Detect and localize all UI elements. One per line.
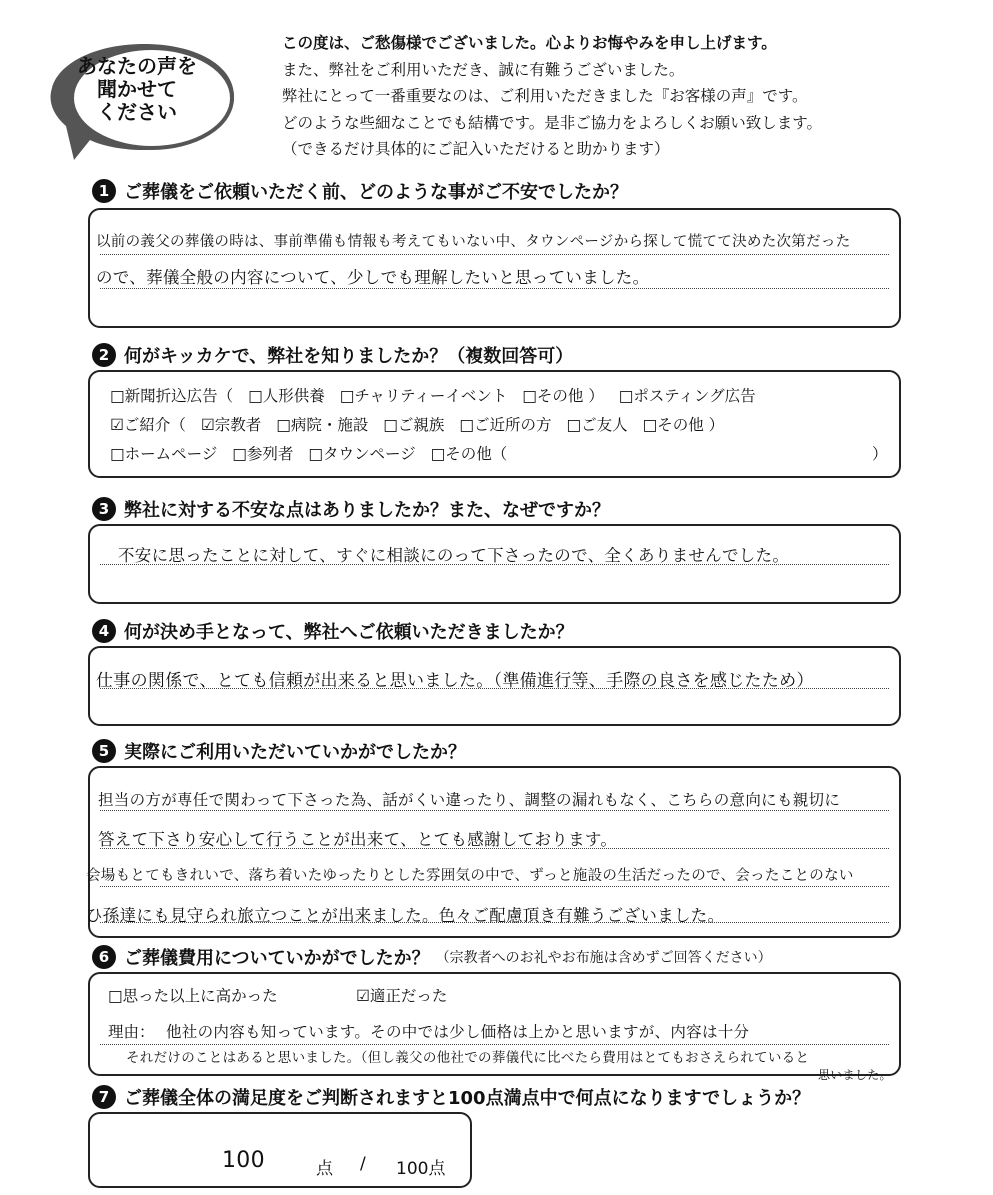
handwritten-answer: 不安に思ったことに対して、すぐに相談にのって下さったので、全くありませんでした。 (118, 546, 790, 565)
intro-line: （できるだけ具体的にご記入いただけると助かります） (282, 140, 670, 158)
checkbox-neighbors[interactable]: □ご近所の方 (459, 416, 552, 434)
checkbox-posting-ad[interactable]: □ポスティング広告 (618, 387, 756, 405)
handwritten-answer: 会場もとてもきれいで、落ち着いたゆったりとした雰囲気の中で、ずっと施設の生活だったので、会ったことのない (86, 868, 854, 884)
checkbox-townpage[interactable]: □タウンページ (308, 445, 416, 463)
handwritten-answer: 担当の方が専任で関わって下さった為、話がくい違ったり、調整の漏れもなく、こちらの意向にも親切に (98, 791, 841, 809)
checkbox-religious[interactable]: ☑宗教者 (200, 416, 262, 434)
checkbox-too-expensive[interactable]: □思った以上に高かった (108, 987, 278, 1005)
answer-box-3[interactable] (88, 524, 901, 604)
dotted-line (100, 810, 889, 811)
handwritten-answer: それだけのことはあると思いました。（但し義父の他社での葬儀代に比べたら費用はとてもおさえられていると (126, 1050, 810, 1066)
question-number: 3 (92, 497, 116, 521)
handwritten-answer: 思いました。 (818, 1068, 892, 1082)
dotted-line (100, 254, 889, 255)
handwritten-score: 100 (222, 1148, 265, 1173)
dotted-line (100, 288, 889, 289)
question-label: ご葬儀費用についていかがでしたか？ (124, 948, 430, 969)
question-number: 1 (92, 179, 116, 203)
answer-box-4[interactable] (88, 646, 901, 726)
question-number: 6 (92, 945, 116, 969)
checkbox-group-2 (88, 370, 901, 478)
score-slash: / (360, 1154, 366, 1174)
checkbox-appropriate[interactable]: ☑適正だった (356, 987, 448, 1005)
question-5 (92, 738, 466, 764)
option-row (110, 411, 734, 439)
question-label: 実際にご利用いただいていかがでしたか？ (124, 742, 466, 763)
checkbox-charity-event[interactable]: □チャリティーイベント (339, 387, 508, 405)
bubble-line: あなたの声を (77, 54, 197, 78)
question-7 (92, 1084, 810, 1110)
handwritten-answer: 答えて下さり安心して行うことが出来て、とても感謝しております。 (98, 830, 618, 849)
question-label: 弊社に対する不安な点はありましたか？また、なぜですか？ (124, 500, 610, 521)
option-row (110, 382, 766, 410)
score-box[interactable] (88, 1112, 472, 1188)
intro-text (282, 30, 822, 163)
question-number: 4 (92, 619, 116, 643)
question-label: 何が決め手となって、弊社へご依頼いただきましたか？ (124, 622, 574, 643)
score-unit: 点 (316, 1159, 333, 1179)
option-row (110, 440, 517, 468)
reason-label: 理由： (108, 1023, 155, 1041)
handwritten-answer: 仕事の関係で、とても信頼が出来ると思いました。（準備進行等、手際の良さを感じたため） (96, 671, 814, 691)
handwritten-answer: 他社の内容も知っています。その中では少し価格は上かと思いますが、内容は十分 (166, 1023, 750, 1041)
intro-line: 弊社にとって一番重要なのは、ご利用いただきました『お客様の声』です。 (282, 87, 808, 105)
handwritten-answer: 以前の義父の葬儀の時は、事前準備も情報も考えてもいない中、タウンページから探して慌てて決めた次第だった (96, 234, 851, 250)
question-2 (92, 342, 573, 368)
checkbox-doll-memorial[interactable]: □人形供養 (248, 387, 325, 405)
bracket-close: ） (872, 445, 888, 463)
answer-box-1[interactable] (88, 208, 901, 328)
question-6 (92, 944, 772, 970)
question-number: 7 (92, 1085, 116, 1109)
score-total: 100点 (396, 1159, 446, 1179)
question-number: 2 (92, 343, 116, 367)
checkbox-newspaper[interactable]: □新聞折込広告（ (110, 387, 234, 405)
handwritten-answer: ので、葬儀全般の内容について、少しでも理解したいと思っていました。 (96, 268, 650, 287)
dotted-line (100, 886, 889, 887)
intro-line: この度は、ご愁傷様でございました。心よりお悔やみを申し上げます。 (282, 34, 777, 52)
question-4 (92, 618, 574, 644)
bubble-line: ください (97, 100, 177, 124)
question-note: （宗教者へのお礼やお布施は含めずご回答ください） (435, 950, 772, 966)
question-label: ご葬儀全体の満足度をご判断されますと100点満点中で何点になりますでしょうか？ (124, 1088, 811, 1109)
handwritten-answer: ひ孫達にも見守られ旅立つことが出来ました。色々ご配慮頂き有難うございました。 (86, 906, 725, 925)
answer-box-5[interactable] (88, 766, 901, 938)
bubble-heading (62, 55, 212, 124)
checkbox-other[interactable]: □その他 ） (642, 416, 725, 434)
intro-line: どのような些細なことでも結構です。是非ご協力をよろしくお願い致します。 (282, 113, 823, 132)
question-3 (92, 496, 610, 522)
checkbox-attendee[interactable]: □参列者 (232, 445, 294, 463)
checkbox-other[interactable]: □その他（ (430, 445, 508, 463)
question-number: 5 (92, 739, 116, 763)
checkbox-hospital[interactable]: □病院・施設 (276, 416, 369, 434)
bubble-line: 聞かせて (97, 77, 177, 101)
checkbox-friends[interactable]: □ご友人 (566, 416, 628, 434)
intro-line: また、弊社をご利用いただき、誠に有難うございました。 (282, 60, 685, 79)
checkbox-relatives[interactable]: □ご親族 (383, 416, 445, 434)
answer-box-6 (88, 972, 901, 1082)
question-1 (92, 178, 628, 204)
checkbox-other[interactable]: □その他 ） (522, 387, 604, 405)
checkbox-homepage[interactable]: □ホームページ (110, 445, 218, 463)
question-label: 何がキッカケで、弊社を知りましたか？（複数回答可） (124, 346, 574, 367)
dotted-line (100, 1044, 889, 1045)
question-label: ご葬儀をご依頼いただく前、どのような事がご不安でしたか？ (124, 182, 628, 203)
checkbox-referral[interactable]: ☑ご紹介（ (110, 416, 186, 434)
